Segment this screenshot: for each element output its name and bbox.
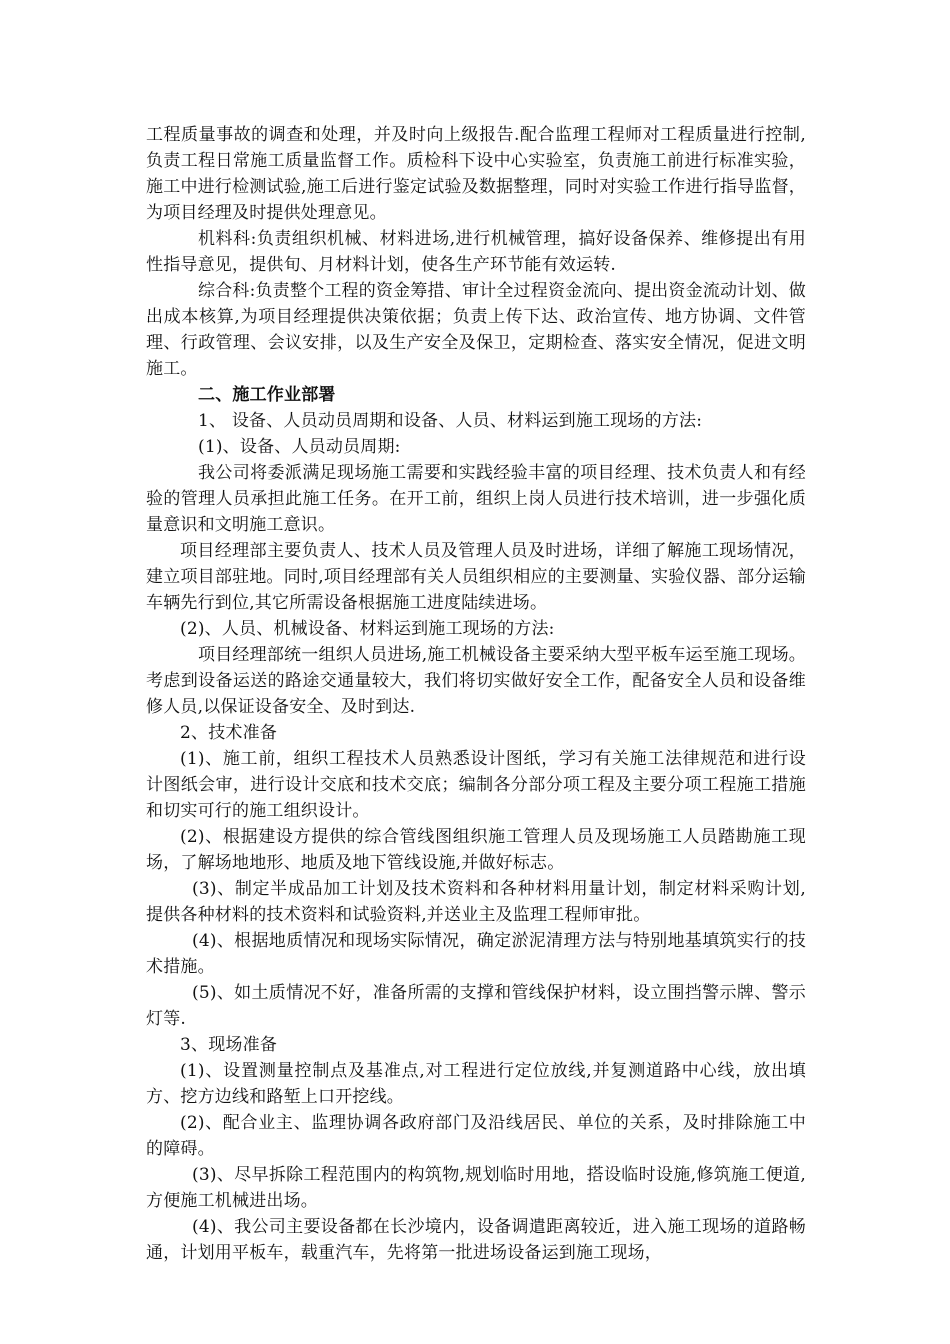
paragraph-tech-prep-4: (4)、根据地质情况和现场实际情况，确定淤泥清理方法与特别地基填筑实行的技术措施。	[146, 931, 806, 977]
paragraph-machinery-dept: 机料科:负责组织机械、材料进场,进行机械管理，搞好设备保养、维修提出有用性指导意见，提供旬、月材料计划，使各生产环节能有效运转.	[146, 229, 806, 275]
subheading-technical-preparation: 2、技术准备	[180, 723, 278, 743]
subheading-mobilization-period: (1)、设备、人员动员周期:	[198, 437, 401, 457]
paragraph-personnel-assignment: 我公司将委派满足现场施工需要和实践经验丰富的项目经理、技术负责人和有经验的管理人员承担此施工任务。在开工前，组织上岗人员进行技术培训，进一步强化质量意识和文明施工意识。	[146, 463, 806, 535]
paragraph-tech-prep-5: (5)、如土质情况不好，准备所需的支撑和管线保护材料，设立围挡警示牌、警示灯等.	[146, 983, 806, 1029]
paragraph-site-prep-4: (4)、我公司主要设备都在长沙境内，设备调遣距离较近，进入施工现场的道路畅通，计划用平板车，载重汽车，先将第一批进场设备运到施工现场，	[146, 1217, 806, 1263]
document-body	[146, 122, 806, 1266]
paragraph-tech-prep-3: (3)、制定半成品加工计划及技术资料和各种材料用量计划，制定材料采购计划,提供各种材料的技术资料和试验资料,并送业主及监理工程师审批。	[146, 879, 806, 925]
paragraph-transport-details: 项目经理部统一组织人员进场,施工机械设备主要采纳大型平板车运至施工现场。考虑到设备运送的路途交通量较大，我们将切实做好安全工作，配备安全人员和设备维修人员,以保证设备安全、及时到达.	[146, 645, 806, 717]
subheading-site-preparation: 3、现场准备	[180, 1035, 278, 1055]
paragraph-site-prep-3: (3)、尽早拆除工程范围内的构筑物,规划临时用地，搭设临时设施,修筑施工便道,方便施工机械进出场。	[146, 1165, 806, 1211]
paragraph-quality-duty: 工程质量事故的调查和处理，并及时向上级报告.配合监理工程师对工程质量进行控制,负责工程日常施工质量监督工作。质检科下设中心实验室，负责施工前进行标准实验，施工中进行检测试验,施工后进行鉴定试验及数据整理，同时对实验工作进行指导监督，为项目经理及时提供处理意见。	[146, 125, 806, 223]
paragraph-tech-prep-2: (2)、根据建设方提供的综合管线图组织施工管理人员及现场施工人员踏勘施工现场，了解场地地形、地质及地下管线设施,并做好标志。	[146, 827, 806, 873]
paragraph-site-prep-2: (2)、配合业主、监理协调各政府部门及沿线居民、单位的关系，及时排除施工中的障碍。	[146, 1113, 806, 1159]
subheading-transport-methods: (2)、人员、机械设备、材料运到施工现场的方法:	[180, 619, 555, 639]
paragraph-general-dept: 综合科:负责整个工程的资金筹措、审计全过程资金流向、提出资金流动计划、做出成本核算,为项目经理提供决策依据；负责上传下达、政治宣传、地方协调、文件管理、行政管理、会议安排，以及生产安全及保卫，定期检查、落实安全情况，促进文明施工。	[146, 281, 806, 379]
paragraph-site-prep-1: (1)、设置测量控制点及基准点,对工程进行定位放线,并复测道路中心线，放出填方、挖方边线和路堑上口开挖线。	[146, 1061, 806, 1107]
subheading-mobilization-methods: 1、 设备、人员动员周期和设备、人员、材料运到施工现场的方法:	[198, 411, 703, 431]
paragraph-project-dept-entry: 项目经理部主要负责人、技术人员及管理人员及时进场，详细了解施工现场情况，建立项目部驻地。同时,项目经理部有关人员组织相应的主要测量、实验仪器、部分运输车辆先行到位,其它所需设备根据施工进度陆续进场。	[146, 541, 806, 613]
paragraph-tech-prep-1: (1)、施工前，组织工程技术人员熟悉设计图纸，学习有关施工法律规范和进行设计图纸会审，进行设计交底和技术交底；编制各分部分项工程及主要分项工程施工措施和切实可行的施工组织设计。	[146, 749, 806, 821]
section-heading-construction-deployment: 二、施工作业部署	[198, 385, 336, 405]
